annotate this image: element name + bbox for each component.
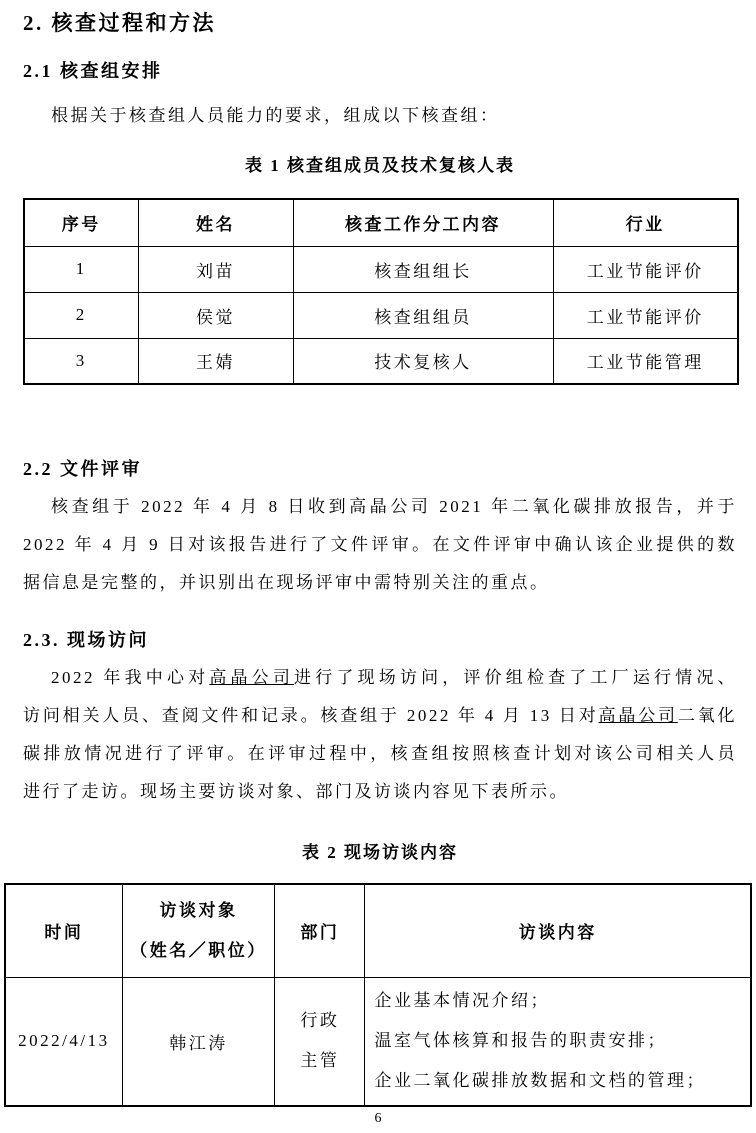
table1-cell-seq: 2 bbox=[24, 292, 138, 338]
section-2-3-paragraph bbox=[23, 659, 737, 811]
table1-header-industry: 行业 bbox=[553, 199, 738, 246]
paragraph-line: 碳排放情况进行了评审。在评审过程中，核查组按照核查计划对该公司相关人员 bbox=[23, 744, 737, 763]
section-2-2-heading: 2.2 文件评审 bbox=[23, 459, 142, 479]
table2-interviews bbox=[4, 883, 752, 1107]
table1-header-row bbox=[24, 199, 738, 246]
table2-header-time: 时间 bbox=[5, 884, 122, 977]
table2-header-department: 部门 bbox=[275, 884, 365, 977]
company-name-underlined: 高晶公司 bbox=[598, 706, 678, 725]
interview-content-line: 企业基本情况介绍； bbox=[374, 991, 550, 1011]
table2-header-content: 访谈内容 bbox=[365, 884, 751, 977]
paragraph-line: 据信息是完整的，并识别出在现场评审中需特别关注的重点。 bbox=[23, 573, 550, 592]
table1-row-2 bbox=[24, 292, 738, 338]
table1-header-seq: 序号 bbox=[24, 199, 138, 246]
table1-cell-industry: 工业节能管理 bbox=[553, 338, 738, 384]
table1-row-3 bbox=[24, 338, 738, 384]
table1-cell-industry: 工业节能评价 bbox=[553, 246, 738, 292]
paragraph-line: 2022 年 4 月 9 日对该报告进行了文件评审。在文件评审中确认该企业提供的数 bbox=[23, 535, 737, 554]
company-name-underlined: 高晶公司 bbox=[209, 668, 295, 687]
table1-header-name: 姓名 bbox=[138, 199, 293, 246]
table2-cell-time: 2022/4/13 bbox=[5, 977, 122, 1106]
table1-cell-role: 技术复核人 bbox=[293, 338, 553, 384]
table2-cell-interviewee: 韩江涛 bbox=[122, 977, 274, 1106]
table1-cell-role: 核查组组员 bbox=[293, 292, 553, 338]
table1-cell-name: 刘苗 bbox=[138, 246, 293, 292]
table2-header-interviewee-line2: （姓名／职位） bbox=[130, 940, 267, 960]
section-2-3-heading: 2.3. 现场访问 bbox=[23, 630, 149, 650]
paragraph-line bbox=[23, 659, 737, 697]
table2-header-interviewee-line1: 访谈对象 bbox=[159, 900, 238, 920]
table1-cell-seq: 3 bbox=[24, 338, 138, 384]
interview-content-line: 企业二氧化碳排放数据和文档的管理； bbox=[374, 1071, 706, 1091]
table1-caption: 表 1 核查组成员及技术复核人表 bbox=[245, 156, 515, 175]
section-2-1-heading: 2.1 核查组安排 bbox=[23, 61, 163, 81]
interview-content-line: 温室气体核算和报告的职责安排； bbox=[374, 1031, 667, 1051]
table1-row-1 bbox=[24, 246, 738, 292]
text-run: 进行了现场访问，评价组检查了工厂运行情况、 bbox=[294, 668, 738, 687]
table1-verification-team bbox=[23, 198, 739, 385]
paragraph-line: 进行了走访。现场主要访谈对象、部门及访谈内容见下表所示。 bbox=[23, 782, 569, 801]
table1-header-role: 核查工作分工内容 bbox=[293, 199, 553, 246]
text-run: 二氧化 bbox=[677, 706, 738, 725]
section-2-1-paragraph: 根据关于核查组人员能力的要求，组成以下核查组： bbox=[51, 106, 500, 125]
table1-cell-industry: 工业节能评价 bbox=[553, 292, 738, 338]
section-2-heading: 2. 核查过程和方法 bbox=[23, 11, 216, 35]
page-number: 6 bbox=[374, 1111, 382, 1126]
table2-header-interviewee bbox=[122, 884, 274, 977]
table1-cell-seq: 1 bbox=[24, 246, 138, 292]
table2-row-1 bbox=[5, 977, 751, 1106]
table1-cell-role: 核查组组长 bbox=[293, 246, 553, 292]
table1-cell-name: 侯觉 bbox=[138, 292, 293, 338]
table2-cell-department bbox=[275, 977, 365, 1106]
table1-cell-name: 王婧 bbox=[138, 338, 293, 384]
paragraph-line bbox=[23, 697, 737, 735]
text-run: 访问相关人员、查阅文件和记录。核查组于 2022 年 4 月 13 日对 bbox=[23, 706, 599, 725]
table2-cell-content bbox=[365, 977, 751, 1106]
page-content bbox=[0, 8, 756, 1107]
table2-header-row bbox=[5, 884, 751, 977]
text-run: 2022 年我中心对 bbox=[51, 668, 210, 687]
paragraph-line: 核查组于 2022 年 4 月 8 日收到高晶公司 2021 年二氧化碳排放报告，并于 bbox=[51, 497, 737, 516]
table2-caption: 表 2 现场访谈内容 bbox=[302, 843, 458, 862]
department-line2: 主管 bbox=[300, 1051, 340, 1071]
department-line1: 行政 bbox=[300, 1011, 340, 1031]
section-2-2-paragraph bbox=[23, 488, 737, 602]
